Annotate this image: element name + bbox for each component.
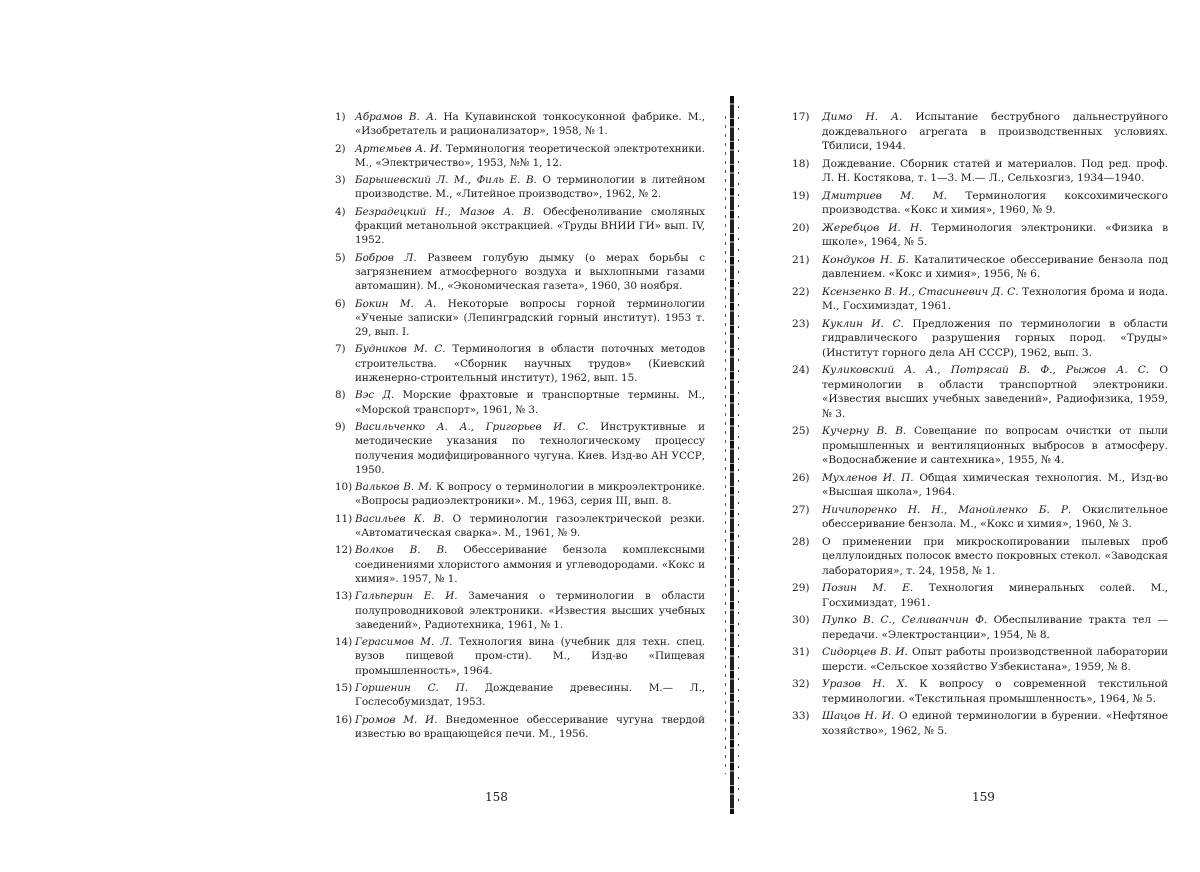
gutter-speckle [738,106,739,804]
gutter-speckle [725,116,726,774]
list-item [792,535,1168,579]
entry-text: Терминология в области поточных методов строительства. «Сборник научных трудов» (Киевский инженерно-строительный институт), 1962, вып. 15. [355,343,705,385]
entry-text: Развеем голубую дымку (о мерах борьбы с загрязнением атмосферного воздуха и выхлопными газами автомашин). М., «Экономическая газета», 1960, 30 ноября. [355,251,706,293]
entry-author: Кучерну В. В. [822,425,907,437]
list-item [792,581,1168,610]
entry-number: 15) [335,681,353,694]
list-item [335,205,705,248]
entry-author: Уразов Н. Х. [822,678,908,690]
entry-author: Бокин М. А. [355,297,437,310]
list-item [792,363,1168,421]
entry-author: Артемьев А. И. [355,142,443,155]
entry-author: Кондуков Н. Б. [822,253,909,266]
entry-number: 9) [335,420,346,433]
entry-author: Герасимов М. Л. [355,636,453,649]
entry-number: 20) [792,221,810,234]
entry-text: Каталитическое обессеривание бензола под давлением. «Кокс и химия», 1956, № 6. [822,253,1169,280]
list-item [792,424,1168,468]
entry-number: 4) [335,205,346,218]
entry-author: Горшенин С. П. [355,681,468,694]
entry-text: Дождевание. Сборник статей и материалов. Под ред. проф. Л. Н. Костякова, т. 1—3. М.— Л., Сельхозгиз, 1934—1940. [822,157,1168,184]
entry-number: 28) [792,535,810,548]
entry-text: Замечания о терминологии в области полупроводниковой электроники. «Известия высших учебных заведений», Радиотехника, 1961, № 1. [355,590,706,631]
entry-author: Барышевский Л. М., Филь Е. В. [355,174,537,187]
entry-text: О терминологии газоэлектрической резки. «Автоматическая сварка». М., 1961, № 9. [355,512,705,540]
entry-text: О терминологии в литейном производстве. М., «Литейное производство», 1962, № 2. [355,174,706,201]
entry-number: 18) [792,157,810,170]
entry-number: 29) [792,582,810,594]
entry-text: Испытание беструбного дальнеструйного дождевального агрегата в производственных условиях. Тбилиси, 1944. [822,111,1168,152]
entry-author: Васильченко А. А., Григорьев И. С. [355,420,589,433]
entry-author: Шацов Н. И. [822,710,895,722]
entry-number: 14) [335,636,353,649]
entry-text: Ha Kупавинской тонкосуконной фабрике. М., «Изобретатель и рационализатор», 1958, № 1. [355,111,705,138]
page-number: 158 [485,790,508,804]
entry-author: Безрадецкий Н., Мазов А. В. [355,205,535,218]
right-bibliography-list [792,110,1168,741]
entry-number: 17) [792,111,810,123]
list-item [335,543,705,586]
entry-number: 25) [792,425,810,437]
entry-author: Куликовский А. А., Потрясай В. Ф., Рыжов А. С. [822,364,1150,376]
entry-author: Будников М. С. [355,343,446,356]
list-item [335,512,705,541]
entry-text: Терминология электроники. «Физика в школе», 1964, № 5. [822,221,1169,248]
list-item [335,713,705,742]
list-item [792,317,1168,361]
entry-text: Обесфеноливание смоляных фракций метанольной экстракцией. «Труды ВНИИ ГИ» вып. IV, 1952. [355,205,705,247]
entry-text: Общая химическая технология. М., Изд-во «Высшая школа», 1964. [822,471,1168,498]
list-item [792,471,1168,500]
entry-text: Технология минеральных солей. М., Госхимиздат, 1961. [822,582,1168,609]
entry-author: Громов М. И. [355,713,438,726]
entry-number: 33) [792,710,810,722]
entry-text: Терминология коксохимического производства. «Кокс и химия», 1960, № 9. [822,189,1168,216]
entry-author: Вэс Д. [355,389,395,402]
list-item [792,709,1168,738]
list-item [335,110,705,139]
entry-author: Васильев К. В. [355,512,445,525]
list-item [335,681,705,710]
list-item [792,253,1168,282]
entry-text: О применении при микроскопировании пылевых проб целлулоидных полосок вместо покровных стекол. «Заводская лаборатория», т. 24, 1958, № 1. [822,535,1168,577]
list-item [792,645,1168,674]
list-item [335,142,705,171]
entry-author: Жеребцов И. Н. [822,221,923,234]
list-item [792,110,1168,154]
list-item [792,221,1168,250]
entry-number: 27) [792,503,810,516]
list-item [335,480,705,509]
entry-author: Абрамов В. А. [355,111,438,123]
list-item [792,285,1168,314]
entry-author: Вальков В. М. [355,481,432,494]
entry-text: Окислительное обессеривание бензола. М., «Кокс и химия», 1960, № 3. [822,503,1169,530]
list-item [335,173,705,202]
entry-number: 1) [335,111,346,123]
list-item [335,635,705,678]
entry-text: К вопросу о современной текстильной терминологии. «Текстильная промышленность», 1964, № 5. [822,678,1168,705]
entry-number: 24) [792,364,810,376]
entry-text: О терминологии в области транспортной электроники. «Известия высших учебных заведений», Радиофизика, 1959, № 3. [822,364,1168,420]
entry-text: Дождевание древесины. М.— Л., Гослесобумиздат, 1953. [355,681,705,709]
page-number: 159 [972,790,995,804]
list-item [335,589,705,632]
entry-author: Ксензенко В. И., Стасиневич Д. С. [822,285,1019,298]
entry-number: 19) [792,189,810,202]
entry-number: 22) [792,285,810,298]
entry-author: Гальперин Е. И. [355,590,458,603]
entry-number: 26) [792,471,810,484]
entry-text: О единой терминологии в бурении. «Нефтяное хозяйство», 1962, № 5. [822,710,1168,737]
entry-author: Дмитриев М. М. [822,189,947,202]
list-item [792,613,1168,642]
list-item [335,342,705,385]
entry-author: Мухленов И. П. [822,471,914,484]
entry-author: Бобров Л. [355,251,417,264]
gutter-shadow [730,96,734,814]
entry-number: 11) [335,512,353,525]
entry-number: 31) [792,646,810,658]
entry-author: Ничипоренко Н. Н., Манойленко Б. Р. [822,503,1072,516]
list-item [335,251,705,294]
entry-number: 13) [335,590,353,603]
list-item [792,189,1168,218]
entry-text: Технология вина (учебник для техн. спец. вузов пищевой пром-сти). М., Изд-во «Пищевая промышленность», 1964. [355,636,705,677]
entry-text: Некоторые вопросы горной терминологии «Ученые записки» (Лепинградский горный институт). 1953 т. 29, вып. I. [355,297,705,339]
entry-author: Позин М. Е. [822,582,914,594]
entry-text: Инструктивные и методические указания по технологическому процессу получения модифицированного чугуна. Киев. Изд-во АН УССР, 1950. [355,420,705,476]
list-item [335,388,705,417]
entry-author: Димо Н. А. [822,111,903,123]
entry-author: Сидорцев В. И. [822,646,908,658]
entry-text: Опыт работы производственной лаборатории шерсти. «Сельское хозяйство Узбекистана», 1959, № 8. [822,646,1168,673]
list-item [335,297,705,340]
entry-author: Пупко В. С., Селиванчин Ф. [822,614,988,626]
entry-text: Обессеривание бензола комплексными соединениями хлористого аммония и углеводородами. «Кокс и химия». 1957, № 1. [355,544,705,585]
entry-number: 16) [335,713,353,726]
list-item [792,677,1168,706]
entry-number: 30) [792,614,810,626]
entry-text: Терминология теоретической электротехники. М., «Электричество», 1953, №№ 1, 12. [355,142,705,169]
entry-number: 10) [335,481,353,494]
entry-author: Куклин И. С. [822,317,904,330]
book-gutter [722,96,742,814]
left-bibliography-list [335,110,705,744]
entry-text: Совещание по вопросам очистки от пыли промышленных и вентиляционных выбросов в атмосферу. «Водоснабжение и сантехника», 1955, № 4. [822,425,1168,466]
entry-number: 21) [792,253,810,266]
entry-text: Внедоменное обессеривание чугуна твердой известью во вращающейся печи. М., 1956. [355,713,705,740]
list-item [792,503,1168,532]
entry-number: 8) [335,389,346,402]
entry-text: Технология брома и иода. М., Госхимиздат, 1961. [822,285,1168,312]
entry-number: 6) [335,297,346,310]
entry-text: Морские фрахтовые и транспортные термины. М., «Морской транспорт», 1961, № 3. [355,389,706,416]
entry-number: 7) [335,343,346,356]
entry-number: 3) [335,174,346,187]
entry-text: Предложения по терминологии в области гидравлического разрушения горных пород. «Труды» (Институт горного дела АН СССР), 1962, вып. 3. [822,317,1168,359]
right-page [742,0,1200,872]
list-item [335,420,705,477]
entry-number: 23) [792,317,810,330]
entry-text: Обеспыливание тракта тел — передачи. «Электростанции», 1954, № 8. [822,614,1168,641]
entry-text: К вопросу о терминологии в микроэлектронике. «Вопросы радиоэлектроники». М., 1963, серия III, вып. 8. [355,481,705,508]
entry-number: 32) [792,678,810,690]
entry-number: 5) [335,251,346,264]
entry-number: 2) [335,142,346,155]
entry-author: Волков В. В. [355,544,448,557]
list-item [792,157,1168,186]
entry-number: 12) [335,544,353,557]
